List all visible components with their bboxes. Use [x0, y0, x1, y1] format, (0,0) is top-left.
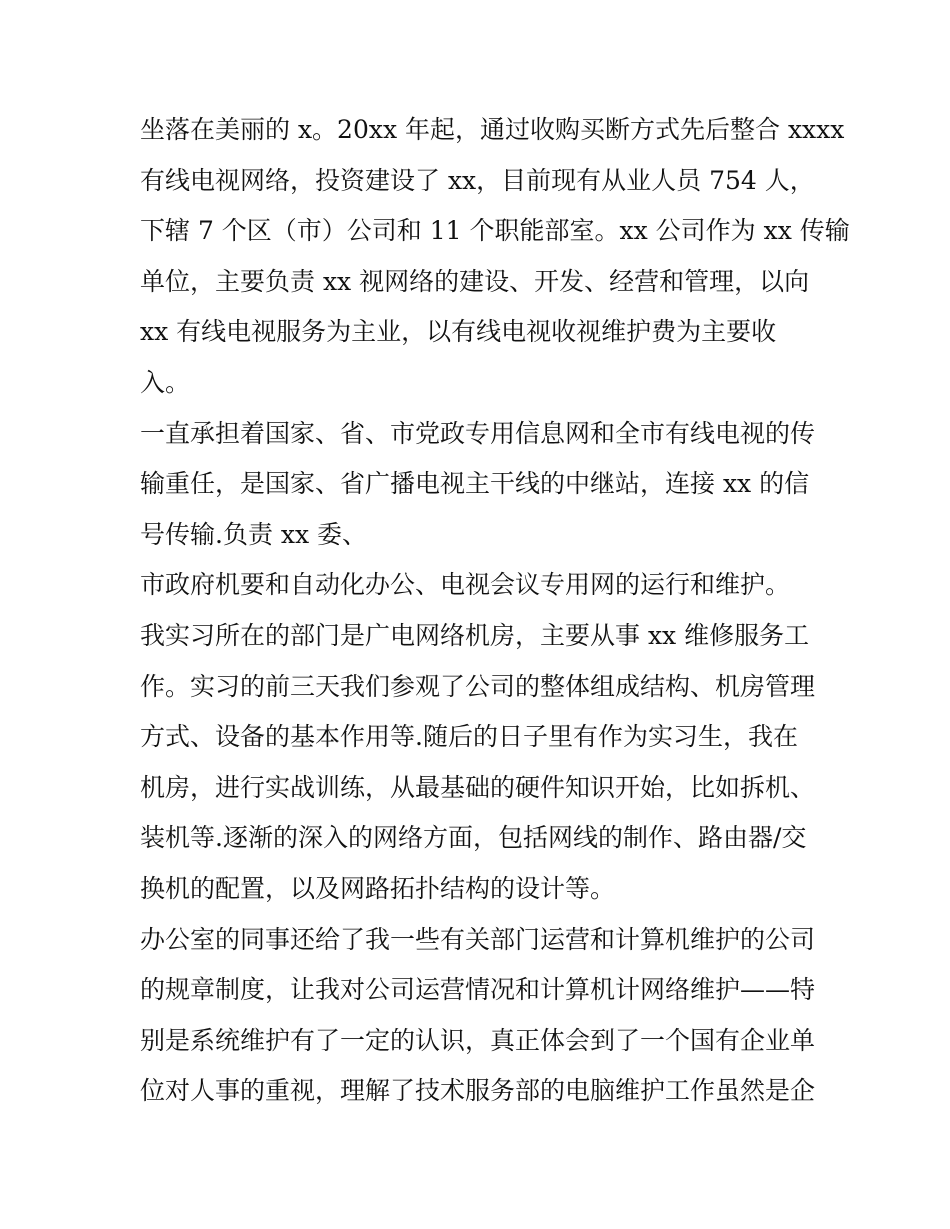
text-line: 换机的配置，以及网路拓扑结构的设计等。	[140, 874, 616, 903]
text-line: 一直承担着国家、省、市党政专用信息网和全市有线电视的传	[140, 418, 816, 448]
text-line: 单位，主要负责 xx 视网络的建设、开发、经营和管理，以向	[140, 266, 810, 296]
text-line: 市政府机要和自动化办公、电视会议专用网的运行和维护。	[140, 570, 791, 600]
text-line: 坐落在美丽的 x。20xx 年起，通过收购买断方式先后整合 xxxx	[140, 115, 845, 144]
text-line: 位对人事的重视，理解了技术服务部的电脑维护工作虽然是企	[140, 1076, 816, 1106]
text-line: 办公室的同事还给了我一些有关部门运营和计算机维护的公司	[140, 924, 816, 954]
text-line: 入。	[140, 368, 191, 397]
text-line: 我实习所在的部门是广电网络机房，主要从事 xx 维修服务工	[140, 621, 810, 650]
text-line: xx 有线电视服务为主业，以有线电视收视维护费为主要收	[140, 317, 777, 347]
text-line: 号传输.负责 xx 委、	[140, 519, 368, 549]
text-line: 的规章制度，让我对公司运营情况和计算机计网络维护——特	[140, 975, 816, 1005]
text-line: 下辖 7 个区（市）公司和 11 个职能部室。xx 公司作为 xx 传输	[140, 216, 850, 246]
text-line: 作。实习的前三天我们参观了公司的整体组成结构、机房管理	[140, 671, 816, 701]
text-line: 装机等.逐渐的深入的网络方面，包括网线的制作、路由器/交	[140, 823, 807, 853]
text-line: 输重任，是国家、省广播电视主干线的中继站，连接 xx 的信	[140, 469, 810, 499]
text-line: 有线电视网络，投资建设了 xx，目前现有从业人员 754 人，	[140, 165, 815, 195]
text-line: 机房，进行实战训练，从最基础的硬件知识开始，比如拆机、	[140, 772, 816, 802]
text-line: 方式、设备的基本作用等.随后的日子里有作为实习生，我在	[140, 722, 798, 752]
text-line: 别是系统维护有了一定的认识，真正体会到了一个国有企业单	[140, 1025, 816, 1055]
